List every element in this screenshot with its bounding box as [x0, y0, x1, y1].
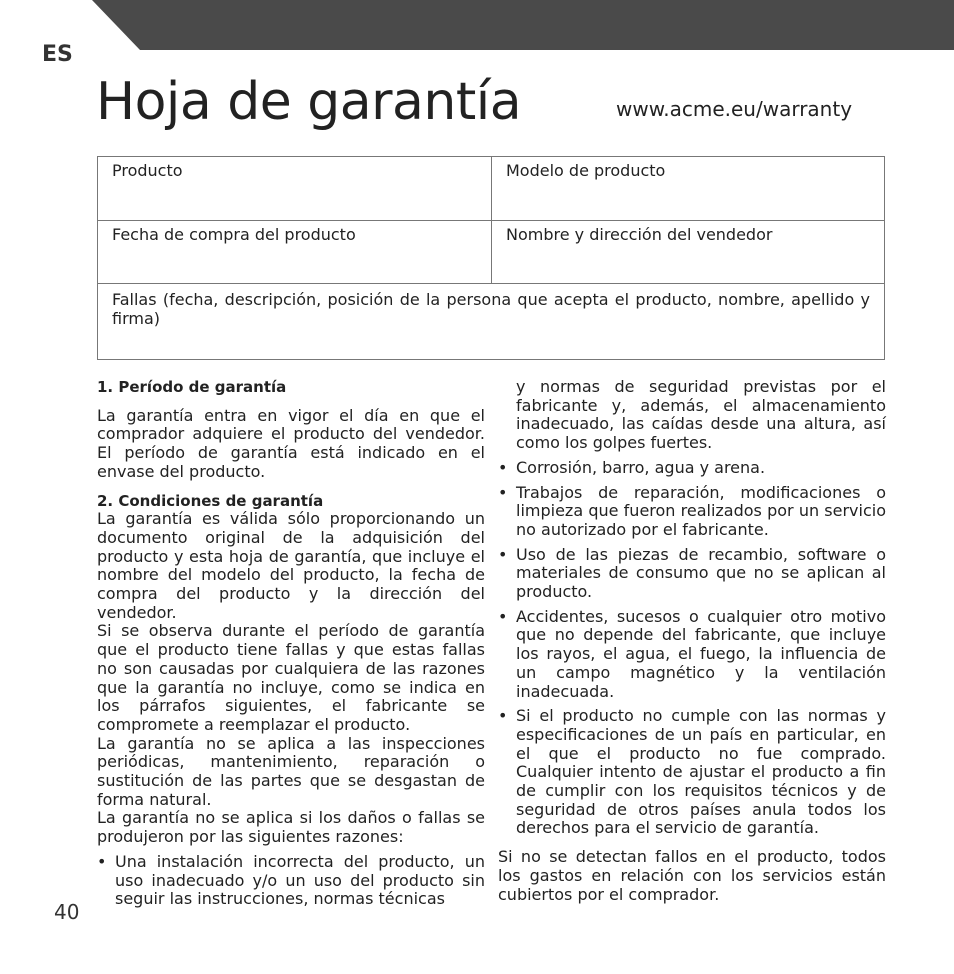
form-cell-purchase-date[interactable]: Fecha de compra del producto [112, 225, 356, 244]
bullet-item-1-continued: y normas de seguridad previstas por el fabricante y, además, el almacenamiento inadecuado, las caídas desde una altura, así como los golpes fuertes. [516, 377, 886, 453]
bullet-icon: • [498, 482, 508, 502]
section-1-paragraph: La garantía entra en vigor el día en que el comprador adquiere el producto del vendedor. El período de garantía está indicado en el envase del producto. [97, 405, 485, 481]
bullet-item-4: • Uso de las piezas de recambio, software o materiales de consumo que no se aplican al producto. [498, 544, 886, 602]
language-code: ES [42, 42, 73, 67]
bullet-item-1: • Una instalación incorrecta del producto, un uso inadecuado y/o un uso del producto sin seguir las instrucciones, normas técnicas [97, 851, 485, 909]
page-number: 40 [54, 900, 80, 924]
bullet-icon: • [498, 706, 508, 726]
warranty-url: www.acme.eu/warranty [616, 97, 853, 121]
section-2-paragraph-1: La garantía es válida sólo proporcionando un documento original de la adquisición del producto y esta hoja de garantía, que incluye el nombre del modelo del producto, la fecha de compra del producto y la dirección del vendedor. [97, 509, 485, 622]
form-cell-seller[interactable]: Nombre y dirección del vendedor [506, 225, 773, 244]
form-cell-product[interactable]: Producto [112, 161, 183, 180]
warranty-form-table [97, 156, 885, 360]
bullet-icon: • [97, 851, 107, 871]
bullet-icon: • [498, 606, 508, 626]
text-column-right [498, 378, 886, 904]
bullet-item-3: • Trabajos de reparación, modificaciones o limpieza que fueron realizados por un servicio no autorizado por el fabricante. [498, 482, 886, 539]
section-2-paragraph-2: Si se observa durante el período de garantía que el producto tiene fallas y que estas fallas no son causadas por cualquiera de las razones que la garantía no incluye, como se indica en los párrafos siguientes, el fabricante se compromete a reemplazar el producto. [97, 621, 485, 734]
bullet-item-5: • Accidentes, sucesos o cualquier otro motivo que no depende del fabricante, que incluye los rayos, el agua, el fuego, la influencia de un campo magnético y la ventilación inadecuada. [498, 606, 886, 701]
closing-paragraph: Si no se detectan fallos en el producto, todos los gastos en relación con los servicios están cubiertos por el comprador. [498, 847, 886, 904]
section-2-paragraph-3: La garantía no se aplica a las inspecciones periódicas, mantenimiento, reparación o sustitución de las partes que se desgastan de forma natural. [97, 733, 485, 809]
bullet-item-2: • Corrosión, barro, agua y arena. [498, 457, 766, 477]
text-column-left [97, 378, 485, 909]
page-title: Hoja de garantía [96, 72, 522, 132]
form-cell-model[interactable]: Modelo de producto [506, 161, 666, 180]
section-1-heading: 1. Período de garantía [97, 378, 287, 396]
section-2-paragraph-4: La garantía no se aplica si los daños o fallas se produjeron por las siguientes razones: [97, 808, 485, 847]
bullet-item-6: • Si el producto no cumple con las normas y especificaciones de un país en particular, en el que el producto no fue comprado. Cualquier intento de ajustar el producto a fin de cumplir con los requisitos técnicos y de seguridad de otros países anula todos los derechos para el servicio de garantía. [498, 706, 886, 838]
bullet-icon: • [498, 457, 508, 477]
section-2-heading: 2. Condiciones de garantía [97, 491, 324, 510]
form-cell-faults[interactable]: Fallas (fecha, descripción, posición de la persona que acepta el producto, nombre, apellido y firma) [112, 290, 870, 328]
header-bar [0, 0, 954, 50]
bullet-icon: • [498, 544, 508, 564]
